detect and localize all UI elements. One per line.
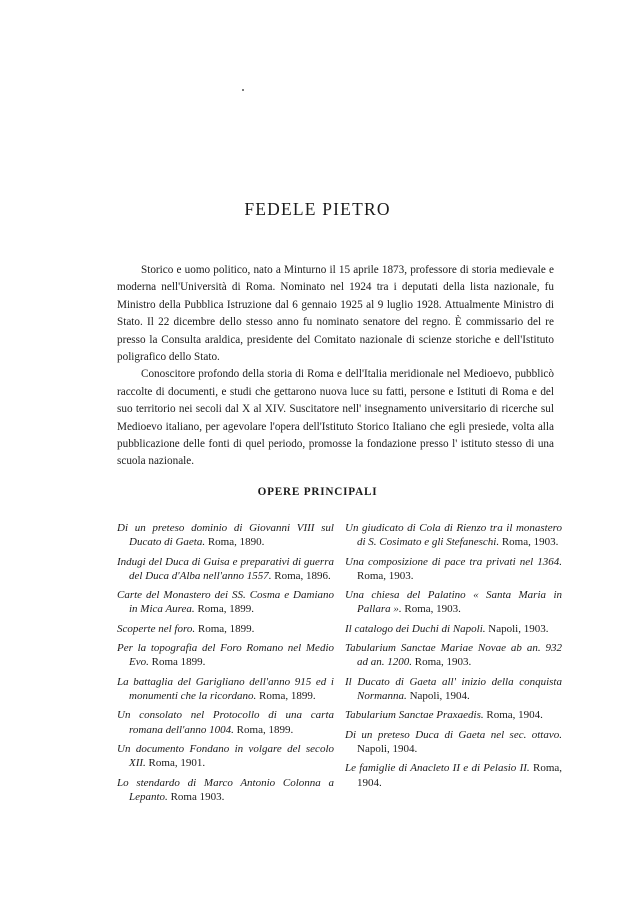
- work-title: Per la topografia del Foro Romano nel Medio Evo.: [117, 642, 334, 669]
- biography-paragraph: Conoscitore profondo della storia di Roma e dell'Italia meridionale nel Medioevo, pubblicò raccolte di documenti, e studi che gettarono nuova luce su fatti, persone e Istituti di Roma e del suo territorio nei secoli dal X al XIV. Suscitatore nell' insegnamento universitario di ricerche sul Medioevo italiano, per agevolare l'opera dell'Istituto Storico Italiano che egli presiede, volta alla pubblicazione delle fonti di quel periodo, promosse la fondazione presso l' istituto stesso di una scuola nazionale.: [117, 368, 554, 468]
- work-title: Una chiesa del Palatino « Santa Maria in Pallara ».: [345, 589, 562, 616]
- work-details: Napoli, 1903.: [488, 622, 549, 635]
- work-title: Tabularium Sanctae Mariae Novae ab an. 932 ad an. 1200.: [345, 642, 562, 669]
- work-details: Roma, 1904.: [357, 762, 563, 789]
- work-details: Roma, 1903.: [501, 536, 559, 549]
- works-column-left: [117, 521, 334, 809]
- work-details: Roma 1899.: [151, 656, 206, 669]
- work-details: Roma, 1904.: [486, 709, 543, 722]
- work-entry: [117, 641, 334, 669]
- work-title: Tabularium Sanctae Praxaedis.: [345, 709, 484, 722]
- work-details: Roma, 1899.: [236, 723, 294, 736]
- work-details: Roma, 1896.: [274, 569, 331, 582]
- work-title: Lo stendardo di Marco Antonio Colonna a Lepanto.: [117, 776, 334, 803]
- work-details: Roma, 1899.: [197, 603, 254, 616]
- work-entry: [345, 622, 562, 636]
- work-entry: [345, 555, 562, 583]
- biography: [117, 262, 554, 471]
- works-heading: OPERE PRINCIPALI: [257, 486, 378, 498]
- work-entry: [117, 708, 334, 736]
- work-details: Roma, 1903.: [414, 656, 472, 669]
- work-title: Di un preteso Duca di Gaeta nel sec. ottavo.: [345, 728, 562, 741]
- work-entry: [117, 776, 334, 804]
- work-entry: [345, 675, 562, 703]
- work-details: Roma, 1901.: [148, 757, 206, 770]
- work-title: Il Ducato di Gaeta all' inizio della conquista Normanna.: [345, 675, 562, 702]
- work-title: Un consolato nel Protocollo di una carta romana dell'anno 1004.: [117, 709, 334, 736]
- work-entry: [117, 742, 334, 770]
- work-title: Un documento Fondano in volgare del secolo XII.: [117, 742, 334, 770]
- biography-paragraph: Storico e uomo politico, nato a Minturno il 15 aprile 1873, professore di storia medievale e moderna nell'Università di Roma. Nominato nel 1924 tra i deputati della lista nazionale, fu Ministro della Pubblica Istruzione dal 6 gennaio 1925 al 9 luglio 1928. Attualmente Ministro di Stato. Il 22 dicembre dello stesso anno fu nominato senatore del regno. È commissario del re presso la Consulta araldica, presidente del Comitato nazionale di scienze storiche e dell'Istituto poligrafico dello Stato.: [117, 264, 554, 364]
- work-entry: [345, 728, 562, 756]
- work-title: Scoperte nel foro.: [117, 622, 196, 635]
- work-details: Roma 1903.: [170, 790, 225, 803]
- work-title: Indugi del Duca di Guisa e preparativi di guerra del Duca d'Alba nell'anno 1557.: [117, 555, 334, 582]
- work-title: Di un preteso dominio di Giovanni VIII sul Ducato di Gaeta.: [117, 522, 334, 549]
- work-entry: [117, 675, 334, 703]
- work-details: Roma, 1899.: [259, 689, 316, 702]
- work-details: Napoli, 1904.: [357, 742, 418, 755]
- work-entry: [117, 555, 334, 583]
- work-title: Il catalogo dei Duchi di Napoli.: [345, 622, 486, 635]
- work-entry: [117, 588, 334, 616]
- work-title: La battaglia del Garigliano dell'anno 915 ed i monumenti che la ricordano.: [117, 675, 334, 702]
- work-entry: [345, 641, 562, 669]
- work-title: Carte del Monastero dei SS. Cosma e Damiano in Mica Aurea.: [117, 589, 334, 616]
- work-entry: [345, 761, 562, 789]
- page-title: FEDELE PIETRO: [244, 199, 391, 219]
- work-details: Roma, 1899.: [197, 622, 255, 635]
- work-entry: [345, 588, 562, 616]
- work-details: Roma, 1890.: [207, 536, 265, 549]
- work-title: Le famiglie di Anacleto II e di Pelasio II.: [345, 762, 530, 775]
- work-entry: [117, 521, 334, 549]
- work-entry: [345, 708, 562, 722]
- work-entry: [117, 622, 334, 636]
- work-details: Napoli, 1904.: [409, 689, 470, 702]
- work-details: Roma, 1903.: [357, 569, 414, 582]
- work-entry: [345, 521, 562, 549]
- ink-speck: [242, 89, 244, 91]
- work-title: Un giudicato di Cola di Rienzo tra il monastero di S. Cosimato e gli Stefaneschi.: [345, 522, 562, 549]
- works-column-right: [345, 521, 562, 795]
- work-details: Roma, 1903.: [404, 603, 461, 616]
- work-title: Una composizione di pace tra privati nel 1364.: [345, 555, 562, 568]
